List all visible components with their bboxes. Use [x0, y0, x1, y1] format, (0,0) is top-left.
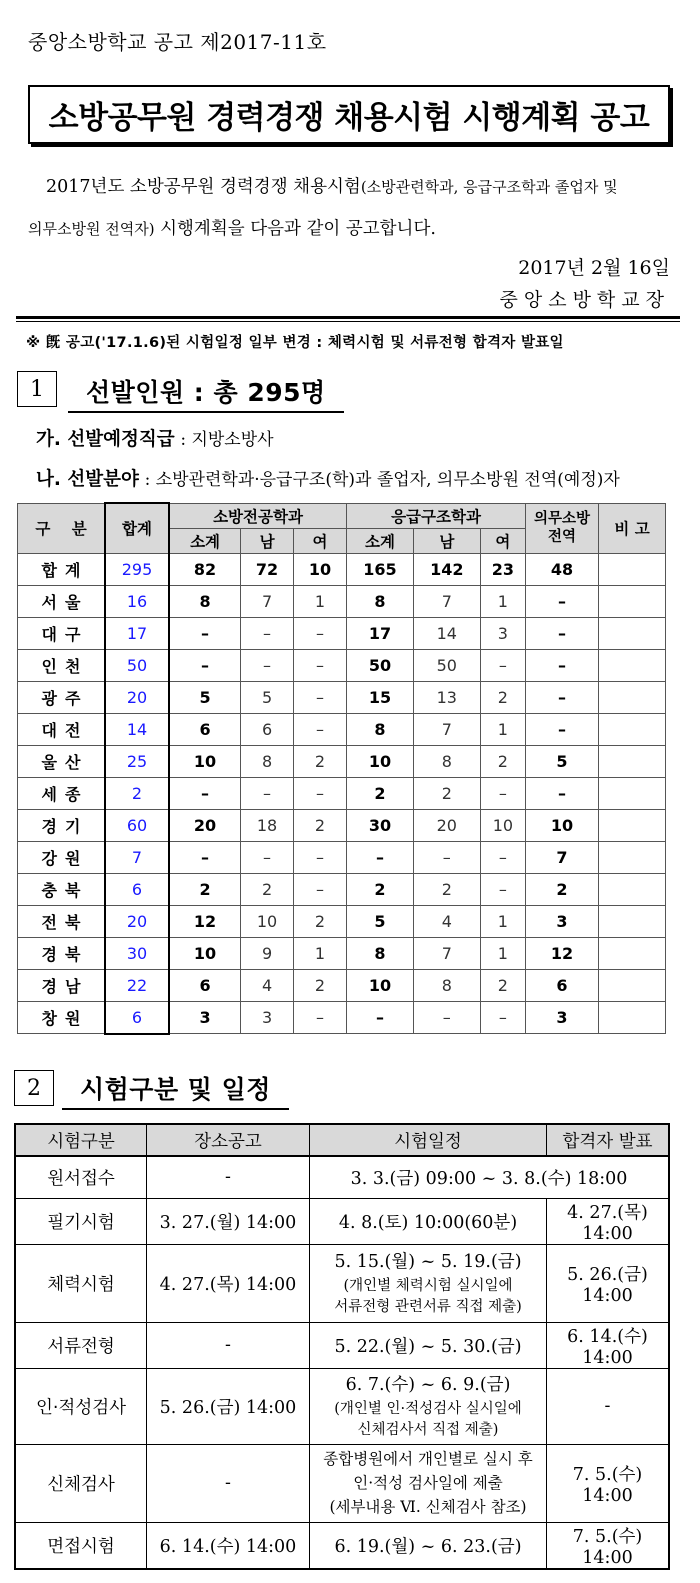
table-row — [18, 585, 666, 617]
row-military: 12 — [526, 937, 599, 969]
field-area — [36, 465, 620, 491]
field-area-label: 나. 선발분야 — [36, 469, 139, 490]
row-military: – — [526, 649, 599, 681]
row-military: – — [526, 713, 599, 745]
row-schedule: 5. 15.(월) ~ 5. 19.(금) — [334, 1251, 522, 1272]
row-total: 2 — [105, 777, 169, 809]
table-row — [18, 649, 666, 681]
row-fire-female: 1 — [294, 937, 347, 969]
row-ems-male: 7 — [413, 937, 480, 969]
header-venue-notice: 장소공고 — [147, 1124, 310, 1156]
table-row — [18, 617, 666, 649]
row-total: 22 — [105, 969, 169, 1001]
row-type: 필기시험 — [15, 1198, 147, 1244]
row-fire-subtotal: 6 — [169, 713, 241, 745]
table-row — [18, 777, 666, 809]
row-region: 울산 — [18, 745, 106, 777]
row-type: 면접시험 — [15, 1522, 147, 1569]
table-row-total — [18, 553, 666, 585]
row-type: 서류전형 — [15, 1322, 147, 1368]
row-schedule-note1: (개인별 체력시험 실시일에 — [343, 1277, 513, 1294]
header-ems-dept: 응급구조학과 — [347, 503, 526, 528]
row-venue: 6. 14.(수) 14:00 — [147, 1522, 310, 1569]
row-fire-subtotal: – — [169, 777, 241, 809]
table-row-medical — [15, 1444, 669, 1522]
row-region: 대전 — [18, 713, 106, 745]
header-fire-subtotal: 소계 — [169, 528, 241, 553]
row-ems-female: 1 — [480, 585, 525, 617]
row-ems-female: – — [480, 873, 525, 905]
row-ems-subtotal: – — [347, 841, 414, 873]
row-fire-subtotal: 10 — [169, 745, 241, 777]
row-military: 5 — [526, 745, 599, 777]
recruitment-table — [17, 502, 666, 1035]
row-total: 16 — [105, 585, 169, 617]
row-schedule-line1: 종합병원에서 개인별로 실시 후 — [323, 1450, 533, 1468]
row-fire-female: 2 — [294, 905, 347, 937]
row-military: 3 — [526, 905, 599, 937]
row-fire-male: 6 — [241, 713, 294, 745]
row-ems-male: 14 — [413, 617, 480, 649]
row-venue: - — [147, 1444, 310, 1522]
row-schedule-note: (세부내용 Ⅵ. 신체검사 참조) — [329, 1498, 527, 1516]
row-schedule: 3. 3.(금) 09:00 ~ 3. 8.(수) 18:00 — [310, 1156, 670, 1198]
section-2-title: 시험구분 및 일정 — [62, 1070, 289, 1110]
row-ems-female: 10 — [480, 809, 525, 841]
row-fire-female: – — [294, 617, 347, 649]
row-type: 신체검사 — [15, 1444, 147, 1522]
table-row — [18, 713, 666, 745]
row-total: 20 — [105, 681, 169, 713]
row-ems-male: 20 — [413, 809, 480, 841]
table-row — [18, 937, 666, 969]
row-note — [599, 649, 666, 681]
row-schedule: 5. 22.(월) ~ 5. 30.(금) — [310, 1322, 547, 1368]
schedule-change-note: ※ 旣 공고('17.1.6)된 시험일정 일부 변경 : 체력시험 및 서류전형 합격자 발표일 — [26, 335, 564, 351]
table-row — [18, 841, 666, 873]
row-ems-subtotal: 2 — [347, 873, 414, 905]
row-ems-male: 13 — [413, 681, 480, 713]
table-row-aptitude — [15, 1368, 669, 1444]
row-fire-male: 3 — [241, 1001, 294, 1034]
divider-thin — [16, 321, 680, 322]
row-fire-subtotal: 2 — [169, 873, 241, 905]
row-ems-female: – — [480, 841, 525, 873]
row-fire-male: 72 — [241, 553, 294, 585]
header-exam-type: 시험구분 — [15, 1124, 147, 1156]
header-ems-female: 여 — [480, 528, 525, 553]
row-fire-female: 2 — [294, 745, 347, 777]
row-military: – — [526, 585, 599, 617]
row-military: 10 — [526, 809, 599, 841]
row-schedule-cell — [310, 1368, 547, 1444]
row-fire-male: 9 — [241, 937, 294, 969]
row-fire-male: 7 — [241, 585, 294, 617]
row-military: 48 — [526, 553, 599, 585]
row-fire-male: 8 — [241, 745, 294, 777]
row-fire-male: 18 — [241, 809, 294, 841]
row-ems-female: 1 — [480, 905, 525, 937]
row-fire-male: – — [241, 649, 294, 681]
row-ems-female: 1 — [480, 713, 525, 745]
row-fire-subtotal: – — [169, 841, 241, 873]
row-ems-male: – — [413, 841, 480, 873]
row-region: 충북 — [18, 873, 106, 905]
row-fire-female: – — [294, 841, 347, 873]
row-ems-female: 2 — [480, 969, 525, 1001]
row-ems-male: 2 — [413, 777, 480, 809]
intro-paragraph — [28, 166, 674, 250]
row-type: 원서접수 — [15, 1156, 147, 1198]
document-title: 소방공무원 경력경쟁 채용시험 시행계획 공고 — [48, 100, 650, 136]
row-venue: 3. 27.(월) 14:00 — [147, 1198, 310, 1244]
row-fire-female: 10 — [294, 553, 347, 585]
header-fire-male: 남 — [241, 528, 294, 553]
row-schedule-line2: 인·적성 검사일에 제출 — [353, 1474, 503, 1492]
row-venue: - — [147, 1156, 310, 1198]
row-fire-female: 1 — [294, 585, 347, 617]
field-area-value: : 소방관련학과·응급구조(학)과 졸업자, 의무소방원 전역(예정)자 — [144, 470, 620, 490]
table-row — [18, 681, 666, 713]
row-note — [599, 777, 666, 809]
row-ems-female: – — [480, 1001, 525, 1034]
row-ems-subtotal: 10 — [347, 969, 414, 1001]
row-region: 인천 — [18, 649, 106, 681]
intro-line2-paren: 의무소방원 전역자) — [28, 220, 155, 238]
row-region: 광주 — [18, 681, 106, 713]
table-row-physical — [15, 1244, 669, 1322]
row-ems-male: 8 — [413, 745, 480, 777]
header-military: 의무소방 전역 — [526, 503, 599, 553]
schedule-table — [14, 1123, 670, 1570]
header-region: 구 분 — [18, 503, 106, 553]
row-military: – — [526, 617, 599, 649]
row-total: 20 — [105, 905, 169, 937]
row-region: 합계 — [18, 553, 106, 585]
header-result-announce: 합격자 발표 — [547, 1124, 670, 1156]
row-total: 60 — [105, 809, 169, 841]
row-military: 3 — [526, 1001, 599, 1034]
field-rank — [36, 425, 274, 451]
table-row — [18, 1001, 666, 1034]
row-type: 인·적성검사 — [15, 1368, 147, 1444]
row-region: 전북 — [18, 905, 106, 937]
table-row — [18, 873, 666, 905]
row-military: – — [526, 681, 599, 713]
row-fire-subtotal: 82 — [169, 553, 241, 585]
row-fire-male: 10 — [241, 905, 294, 937]
row-fire-female: – — [294, 681, 347, 713]
row-fire-male: 2 — [241, 873, 294, 905]
row-schedule: 6. 19.(월) ~ 6. 23.(금) — [310, 1522, 547, 1569]
row-ems-male: 8 — [413, 969, 480, 1001]
row-region: 강원 — [18, 841, 106, 873]
header-fire-female: 여 — [294, 528, 347, 553]
row-result: 7. 5.(수) 14:00 — [547, 1444, 670, 1522]
divider-thick — [16, 316, 680, 319]
row-result: - — [547, 1368, 670, 1444]
row-schedule-note2: 서류전형 관련서류 직접 제출) — [334, 1298, 522, 1315]
intro-paren: (소방관련학과, 응급구조학과 졸업자 및 — [360, 178, 618, 196]
row-ems-male: 2 — [413, 873, 480, 905]
row-result: 5. 26.(금) 14:00 — [547, 1244, 670, 1322]
row-ems-female: 3 — [480, 617, 525, 649]
row-ems-female: – — [480, 777, 525, 809]
row-schedule-cell — [310, 1444, 547, 1522]
row-ems-subtotal: 8 — [347, 585, 414, 617]
row-fire-subtotal: 6 — [169, 969, 241, 1001]
row-note — [599, 873, 666, 905]
notice-date: 2017년 2월 16일 — [518, 257, 670, 279]
row-type: 체력시험 — [15, 1244, 147, 1322]
row-military: 6 — [526, 969, 599, 1001]
row-ems-female: 2 — [480, 681, 525, 713]
row-schedule: 4. 8.(토) 10:00(60분) — [310, 1198, 547, 1244]
row-ems-female: – — [480, 649, 525, 681]
row-venue: - — [147, 1322, 310, 1368]
table-row — [18, 745, 666, 777]
row-fire-subtotal: 3 — [169, 1001, 241, 1034]
document-title-box — [28, 85, 670, 144]
row-result: 6. 14.(수) 14:00 — [547, 1322, 670, 1368]
row-schedule-note1: (개인별 인·적성검사 실시일에 — [334, 1400, 522, 1417]
issuer: 중앙소방학교장 — [499, 289, 670, 311]
row-ems-subtotal: 8 — [347, 937, 414, 969]
table-row-interview — [15, 1522, 669, 1569]
row-region: 서울 — [18, 585, 106, 617]
row-ems-subtotal: 5 — [347, 905, 414, 937]
row-schedule: 6. 7.(수) ~ 6. 9.(금) — [345, 1374, 511, 1395]
row-fire-subtotal: 5 — [169, 681, 241, 713]
row-ems-subtotal: – — [347, 1001, 414, 1034]
row-military: 7 — [526, 841, 599, 873]
row-total: 6 — [105, 873, 169, 905]
row-region: 경북 — [18, 937, 106, 969]
row-total: 6 — [105, 1001, 169, 1034]
row-military: – — [526, 777, 599, 809]
table-row-documents — [15, 1322, 669, 1368]
row-fire-female: – — [294, 873, 347, 905]
row-region: 경남 — [18, 969, 106, 1001]
row-fire-female: – — [294, 777, 347, 809]
row-ems-subtotal: 8 — [347, 713, 414, 745]
header-ems-subtotal: 소계 — [347, 528, 414, 553]
row-note — [599, 585, 666, 617]
row-region: 창원 — [18, 1001, 106, 1034]
table-row — [18, 905, 666, 937]
row-ems-subtotal: 50 — [347, 649, 414, 681]
row-note — [599, 681, 666, 713]
row-fire-male: 4 — [241, 969, 294, 1001]
row-total: 30 — [105, 937, 169, 969]
intro-prefix: 2017년도 소방공무원 경력경쟁 채용시험 — [46, 177, 361, 197]
row-total: 17 — [105, 617, 169, 649]
row-ems-male: – — [413, 1001, 480, 1034]
table-row-written — [15, 1198, 669, 1244]
row-ems-female: 1 — [480, 937, 525, 969]
row-fire-subtotal: – — [169, 617, 241, 649]
notice-number: 중앙소방학교 공고 제2017-11호 — [28, 30, 327, 54]
row-fire-male: – — [241, 617, 294, 649]
row-note — [599, 713, 666, 745]
section-1-title: 선발인원 : 총 295명 — [68, 373, 344, 413]
header-ems-male: 남 — [413, 528, 480, 553]
row-total: 7 — [105, 841, 169, 873]
row-note — [599, 809, 666, 841]
row-note — [599, 969, 666, 1001]
row-note — [599, 841, 666, 873]
row-ems-male: 7 — [413, 713, 480, 745]
row-fire-subtotal: 8 — [169, 585, 241, 617]
row-schedule-cell — [310, 1244, 547, 1322]
row-ems-female: 2 — [480, 745, 525, 777]
row-region: 대구 — [18, 617, 106, 649]
header-fire-dept: 소방전공학과 — [169, 503, 347, 528]
row-ems-subtotal: 165 — [347, 553, 414, 585]
row-ems-male: 4 — [413, 905, 480, 937]
row-fire-female: – — [294, 649, 347, 681]
row-note — [599, 937, 666, 969]
field-rank-label: 가. 선발예정직급 — [36, 429, 175, 450]
row-ems-subtotal: 17 — [347, 617, 414, 649]
table-row-application — [15, 1156, 669, 1198]
intro-line2-rest: 시행계획을 다음과 같이 공고합니다. — [154, 219, 436, 239]
row-venue: 4. 27.(목) 14:00 — [147, 1244, 310, 1322]
row-note — [599, 1001, 666, 1034]
row-ems-male: 7 — [413, 585, 480, 617]
row-total: 295 — [105, 553, 169, 585]
row-fire-male: – — [241, 777, 294, 809]
row-fire-male: – — [241, 841, 294, 873]
row-fire-subtotal: 10 — [169, 937, 241, 969]
row-result: 4. 27.(목) 14:00 — [547, 1198, 670, 1244]
section-1-number: 1 — [17, 371, 57, 407]
row-venue: 5. 26.(금) 14:00 — [147, 1368, 310, 1444]
row-ems-subtotal: 30 — [347, 809, 414, 841]
row-fire-subtotal: 20 — [169, 809, 241, 841]
section-2-number: 2 — [14, 1070, 54, 1106]
row-fire-female: – — [294, 713, 347, 745]
row-note — [599, 905, 666, 937]
row-region: 경기 — [18, 809, 106, 841]
row-military: 2 — [526, 873, 599, 905]
row-region: 세종 — [18, 777, 106, 809]
row-note — [599, 553, 666, 585]
row-total: 25 — [105, 745, 169, 777]
row-ems-male: 50 — [413, 649, 480, 681]
row-total: 14 — [105, 713, 169, 745]
row-ems-subtotal: 10 — [347, 745, 414, 777]
table-row — [18, 809, 666, 841]
row-result: 7. 5.(수) 14:00 — [547, 1522, 670, 1569]
field-rank-value: : 지방소방사 — [180, 430, 274, 450]
row-fire-female: 2 — [294, 969, 347, 1001]
row-fire-subtotal: – — [169, 649, 241, 681]
row-schedule-note2: 신체검사서 직접 제출) — [357, 1421, 499, 1438]
header-exam-schedule: 시험일정 — [310, 1124, 547, 1156]
row-note — [599, 745, 666, 777]
row-ems-female: 23 — [480, 553, 525, 585]
row-total: 50 — [105, 649, 169, 681]
row-ems-subtotal: 15 — [347, 681, 414, 713]
row-ems-male: 142 — [413, 553, 480, 585]
row-ems-subtotal: 2 — [347, 777, 414, 809]
row-fire-female: 2 — [294, 809, 347, 841]
row-fire-subtotal: 12 — [169, 905, 241, 937]
header-total: 합계 — [105, 503, 169, 553]
row-fire-male: 5 — [241, 681, 294, 713]
table-row — [18, 969, 666, 1001]
header-note: 비 고 — [599, 503, 666, 553]
row-note — [599, 617, 666, 649]
row-fire-female: – — [294, 1001, 347, 1034]
